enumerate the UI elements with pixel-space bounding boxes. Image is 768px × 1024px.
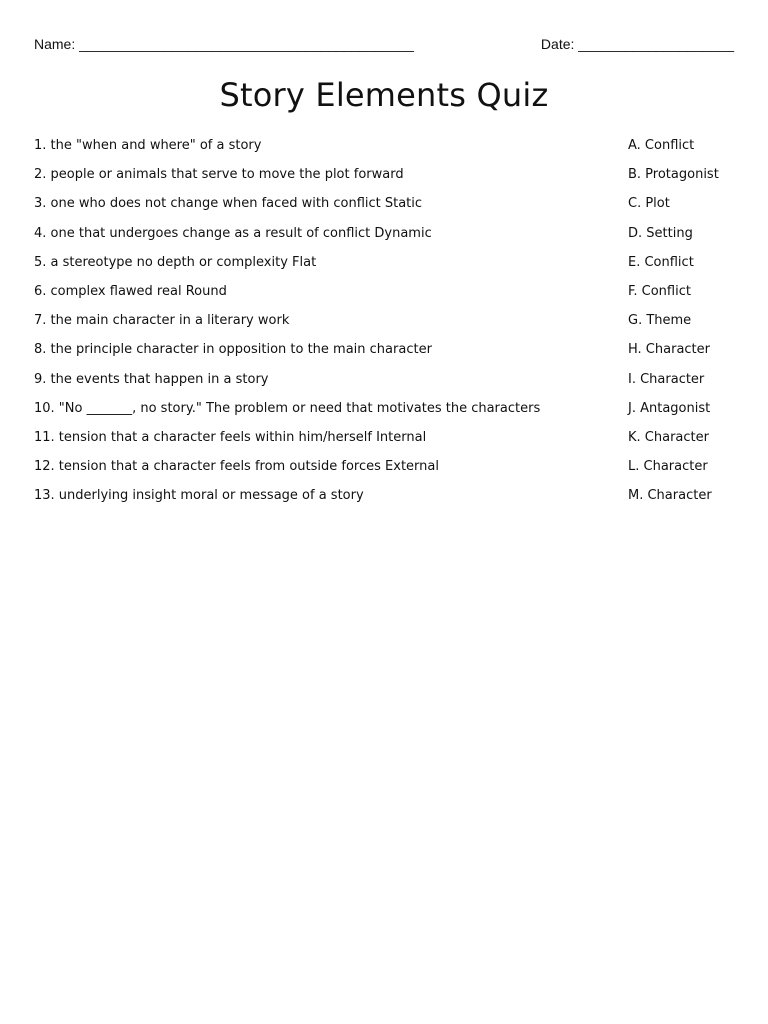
quiz-row — [34, 284, 734, 313]
answer-choice: L. Character — [628, 459, 708, 475]
question-item: 10. "No _______, no story." The problem or need that motivates the characters — [34, 400, 541, 416]
answer-choice: G. Theme — [628, 313, 692, 329]
question-item: 7. the main character in a literary work — [34, 313, 290, 329]
answer-choice: K. Character — [628, 429, 709, 445]
quiz-list — [34, 138, 734, 517]
answer-choice: J. Antagonist — [628, 400, 711, 416]
page-title: Story Elements Quiz — [219, 76, 549, 114]
question-item: 1. the "when and where" of a story — [34, 138, 262, 153]
answer-choice: I. Character — [628, 371, 705, 387]
answer-choice: E. Conflict — [628, 254, 694, 270]
question-item: 6. complex flawed real Round — [34, 283, 227, 299]
name-field: Name: ___________________________________________ — [34, 36, 414, 52]
date-field: Date: ____________________ — [540, 36, 734, 52]
answer-choice: H. Character — [628, 342, 710, 358]
quiz-row — [34, 372, 734, 401]
quiz-row — [34, 430, 734, 459]
answer-choice: D. Setting — [628, 225, 693, 241]
quiz-row — [34, 313, 734, 342]
answer-choice: A. Conflict — [628, 138, 695, 153]
quiz-row — [34, 401, 734, 430]
answer-choice: C. Plot — [628, 196, 670, 212]
quiz-row — [34, 138, 734, 167]
answer-choice: F. Conflict — [628, 283, 691, 299]
header-row — [34, 36, 734, 56]
quiz-row — [34, 488, 734, 517]
answer-choice: M. Character — [628, 488, 712, 504]
question-item: 2. people or animals that serve to move the plot forward — [34, 167, 404, 183]
question-item: 8. the principle character in opposition to the main character — [34, 342, 432, 358]
quiz-row — [34, 459, 734, 488]
quiz-row — [34, 167, 734, 196]
question-item: 13. underlying insight moral or message of a story — [34, 488, 364, 504]
question-item: 11. tension that a character feels within him/herself Internal — [34, 429, 427, 445]
question-item: 9. the events that happen in a story — [34, 371, 269, 387]
quiz-row — [34, 196, 734, 225]
question-item: 12. tension that a character feels from outside forces External — [34, 459, 439, 475]
answer-choice: B. Protagonist — [628, 167, 719, 183]
question-item: 5. a stereotype no depth or complexity Flat — [34, 254, 317, 270]
quiz-row — [34, 226, 734, 255]
question-item: 3. one who does not change when faced with conflict Static — [34, 196, 423, 212]
quiz-row — [34, 255, 734, 284]
quiz-row — [34, 342, 734, 371]
question-item: 4. one that undergoes change as a result of conflict Dynamic — [34, 225, 432, 241]
